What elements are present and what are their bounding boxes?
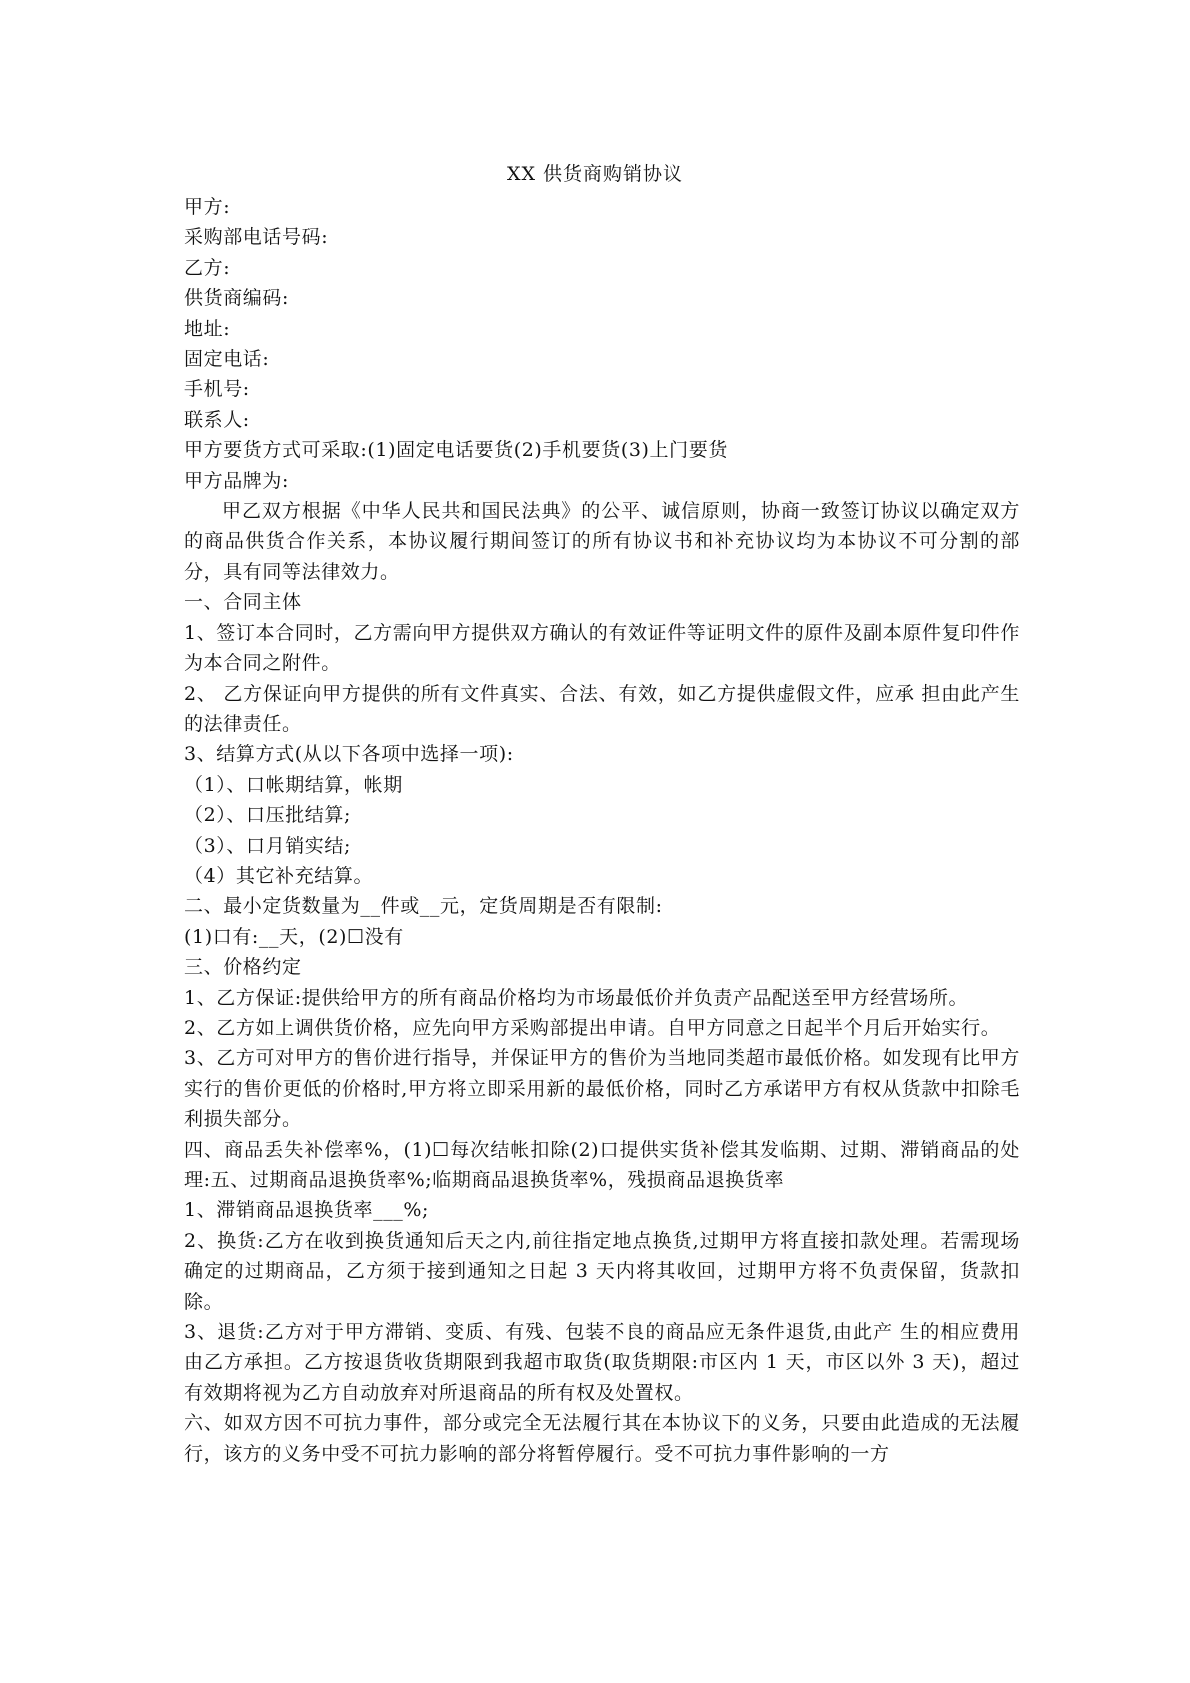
document-body — [184, 192, 1020, 1469]
section-6-text: 六、如双方因不可抗力事件，部分或完全无法履行其在本协议下的义务，只要由此造成的无法履行，该方的义务中受不可抗力影响的部分将暂停履行。受不可抗力事件影响的一方 — [184, 1412, 1020, 1465]
field-mobile: 手机号: — [184, 378, 250, 401]
field-address: 地址: — [184, 317, 231, 340]
section-4-item-3: 3、退货:乙方对于甲方滞销、变质、有残、包装不良的商品应无条件退货,由此产 生的相应费用由乙方承担。乙方按退货收货期限到我超市取货(取货期限:市区内 1 天，市区以外 3 天)，超过有效期将视为乙方自动放弃对所退商品的所有权及处置权。 — [184, 1321, 1020, 1404]
field-purchasing-phone: 采购部电话号码: — [184, 226, 329, 249]
section-1-item-3: 3、结算方式(从以下各项中选择一项): — [184, 743, 514, 766]
document-title: XX 供货商购销协议 — [506, 163, 684, 185]
intro-paragraph: 甲乙双方根据《中华人民共和国民法典》的公平、诚信原则，协商一致签订协议以确定双方的商品供货合作关系，本协议履行期间签订的所有协议书和补充协议均为本协议不可分割的部分，具有同等法律效力。 — [184, 500, 1020, 583]
field-party-a: 甲方: — [184, 196, 231, 218]
section-3-item-2: 2、乙方如上调供货价格，应先向甲方采购部提出申请。自甲方同意之日起半个月后开始实行。 — [184, 1016, 1001, 1039]
section-3-item-3: 3、乙方可对甲方的售价进行指导，并保证甲方的售价为当地同类超市最低价格。如发现有比甲方实行的售价更低的价格时,甲方将立即采用新的最低价格，同时乙方承诺甲方有权从货款中扣除毛利损失部分。 — [184, 1047, 1020, 1131]
field-contact: 联系人: — [184, 408, 250, 431]
settlement-option-4: （4）其它补充结算。 — [184, 864, 374, 887]
field-supplier-code: 供货商编码: — [184, 287, 290, 310]
section-1-heading: 一、合同主体 — [184, 591, 302, 614]
settlement-option-3: （3）、口月销实结; — [184, 834, 351, 857]
section-4-item-1: 1、滞销商品退换货率___%; — [184, 1199, 430, 1222]
section-2-heading: 二、最小定货数量为__件或__元，定货周期是否有限制: — [184, 895, 663, 918]
section-4-item-2: 2、换货:乙方在收到换货通知后天之内,前往指定地点换货,过期甲方将直接扣款处理。若需现场确定的过期商品，乙方须于接到通知之日起 3 天内将其收回，过期甲方将不负责保留，货款扣除。 — [184, 1229, 1020, 1313]
field-party-b: 乙方: — [184, 256, 231, 279]
settlement-option-2: （2）、口压批结算; — [184, 804, 351, 827]
section-3-heading: 三、价格约定 — [184, 956, 302, 979]
field-order-method: 甲方要货方式可采取:(1)固定电话要货(2)手机要货(3)上门要货 — [184, 439, 728, 462]
section-1-item-1: 1、签订本合同时，乙方需向甲方提供双方确认的有效证件等证明文件的原件及副本原件复印件作为本合同之附件。 — [184, 621, 1020, 675]
settlement-option-1: （1）、口帐期结算，帐期 — [184, 773, 403, 796]
section-1-item-2: 2、 乙方保证向甲方提供的所有文件真实、合法、有效，如乙方提供虚假文件，应承 担由此产生的法律责任。 — [184, 682, 1020, 735]
section-3-item-1: 1、乙方保证:提供给甲方的所有商品价格均为市场最低价并负责产品配送至甲方经营场所。 — [184, 986, 969, 1009]
field-landline: 固定电话: — [184, 348, 270, 371]
section-4-text: 四、商品丢失补偿率%，(1)☐每次结帐扣除(2)口提供实货补偿其发临期、过期、滞销商品的处理:五、过期商品退换货率%;临期商品退换货率%，残损商品退换货率 — [184, 1138, 1020, 1191]
field-brand: 甲方品牌为: — [184, 469, 290, 492]
section-2-options: (1)口有:__天，(2)☐没有 — [184, 925, 404, 948]
